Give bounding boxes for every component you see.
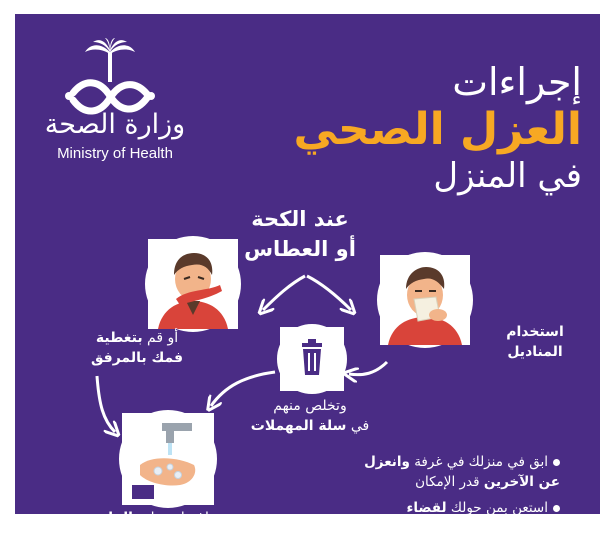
- bullet-1-bold-1: وانعزل: [364, 454, 410, 470]
- cough-person-circle: [145, 236, 241, 332]
- cover-prefix: أو قم: [142, 330, 179, 346]
- bullet-2-bold: لقضاء: [406, 500, 447, 516]
- tissue-person-circle: [377, 252, 473, 348]
- bin-circle: [277, 324, 347, 394]
- arrow-to-tissue: [307, 276, 351, 310]
- use-tissue-label: [495, 322, 575, 362]
- sneeze-line: أو العطاس: [244, 237, 356, 261]
- dispose-line-1: وتخلص منهم: [273, 398, 347, 414]
- tissue-line-1: استخدام: [506, 324, 564, 340]
- title-line-1: إجراءات: [452, 60, 582, 104]
- ministry-name-arabic: وزارة الصحة: [44, 109, 186, 140]
- tissue-line-2: المناديل: [507, 344, 563, 360]
- bullet-dot-icon: [553, 505, 560, 512]
- cough-line: عند الكحة: [251, 207, 349, 231]
- arrow-tissue-to-bin: [349, 362, 387, 375]
- sneezing-tissue-person-icon: [380, 255, 470, 345]
- ministry-name-english: Ministry of Health: [57, 145, 173, 162]
- cover-bold-1: بتغطية: [95, 330, 143, 346]
- bullet-isolate: [310, 452, 560, 492]
- trash-bin-icon: [280, 327, 344, 391]
- cover-bold-2: فمك بالمرفق: [90, 350, 184, 366]
- bullet-dot-icon: [553, 459, 560, 466]
- bullet-1-bold-2: عن الآخرين: [483, 474, 560, 490]
- bullet-help: [310, 498, 560, 518]
- wash-bold: بالماء والصابون: [101, 510, 187, 546]
- arrow-to-cover: [263, 276, 305, 310]
- wash-prefix: اغسل يديك: [138, 510, 209, 526]
- cover-mouth-label: [77, 328, 197, 368]
- coughing-person-icon: [148, 239, 238, 329]
- wash-hands-label: [75, 508, 235, 548]
- dispose-label: [235, 396, 385, 436]
- title-line-2: العزل الصحي: [293, 104, 582, 155]
- bullet-2-prefix: استعن بمن حولك: [446, 500, 548, 516]
- title-line-3: في المنزل: [433, 156, 582, 196]
- dispose-prefix: في: [346, 418, 370, 434]
- bullet-1-suffix: قدر الإمكان: [415, 474, 484, 490]
- dispose-bold: سلة المهملات: [250, 418, 347, 434]
- arrow-cover-to-hands: [97, 376, 115, 432]
- hands-circle: [119, 410, 217, 508]
- hand-washing-icon: [122, 413, 214, 505]
- cough-sneeze-heading: [215, 204, 385, 264]
- bullet-1-prefix: ابق في منزلك في غرفة: [409, 454, 548, 470]
- infographic-panel: [15, 14, 600, 546]
